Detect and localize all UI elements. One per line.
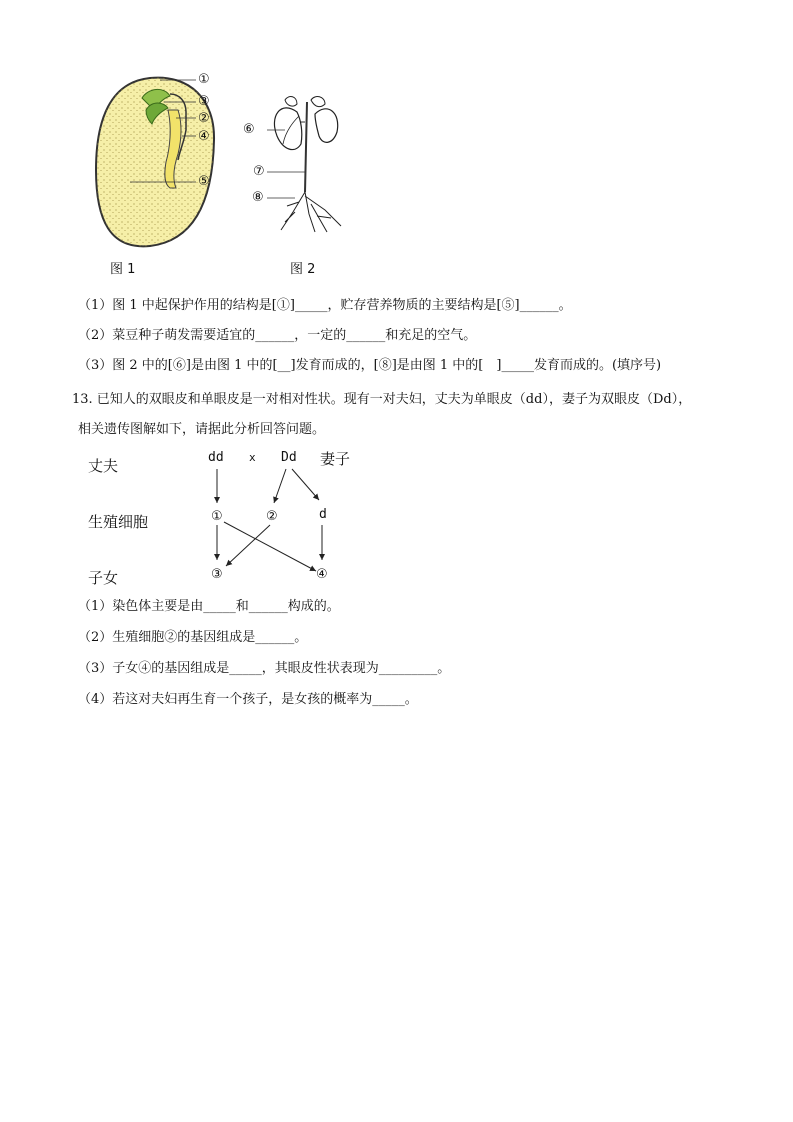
figure-2-caption: 图 2	[290, 262, 316, 277]
q13-sub3: （3）子女④的基因组成是_____，其眼皮性状表现为_________。	[78, 661, 451, 676]
seedling-marker-6: ⑥	[243, 122, 255, 137]
seed-marker-1: ①	[198, 72, 210, 87]
cross-symbol: x	[249, 451, 256, 464]
arrow-wife-to-gamete3	[292, 469, 319, 500]
q12-sub2: （2）菜豆种子萌发需要适宜的______，一定的______和充足的空气。	[78, 328, 477, 343]
seedling-marker-7: ⑦	[253, 164, 265, 179]
husband-genotype: dd	[208, 450, 224, 465]
seedling-marker-8: ⑧	[252, 190, 264, 205]
arrow-gamete2-to-child3	[226, 525, 270, 566]
row-label-gamete: 生殖细胞	[88, 513, 149, 531]
q13-stem-line2: 相关遗传图解如下，请据此分析回答问题。	[78, 422, 326, 437]
q12-sub3: （3）图 2 中的[⑥]是由图 1 中的[__]发育而成的，[⑧]是由图 1 中的[ ]_____发育而成的。(填序号)	[78, 358, 662, 373]
row-label-child: 子女	[88, 569, 119, 587]
figure-1-caption: 图 1	[110, 262, 136, 277]
q13-sub1: （1）染色体主要是由_____和______构成的。	[78, 599, 340, 614]
arrow-wife-to-gamete2	[274, 469, 286, 503]
wife-label: 妻子	[320, 450, 351, 468]
wife-genotype: Dd	[281, 450, 297, 465]
gamete-2: ②	[266, 509, 278, 524]
seed-marker-4: ④	[198, 129, 210, 144]
seed-marker-5: ⑤	[198, 174, 210, 189]
seed-marker-2: ②	[198, 111, 210, 126]
gamete-3: d	[319, 507, 327, 522]
q13-sub4: （4）若这对夫妇再生育一个孩子，是女孩的概率为_____。	[78, 692, 418, 707]
seed-marker-3: ③	[198, 94, 210, 109]
gamete-1: ①	[211, 509, 223, 524]
child-3: ③	[211, 567, 223, 582]
q13-stem-line1: 13. 已知人的双眼皮和单眼皮是一对相对性状。现有一对夫妇，丈夫为单眼皮（dd），妻子为双眼皮（Dd），	[72, 392, 692, 407]
arrow-gamete1-to-child4	[224, 522, 316, 571]
q12-sub1: （1）图 1 中起保护作用的结构是[①]_____，贮存营养物质的主要结构是[⑤]______。	[78, 298, 572, 313]
row-label-husband: 丈夫	[88, 457, 119, 475]
child-4: ④	[316, 567, 328, 582]
q13-sub2: （2）生殖细胞②的基因组成是______。	[78, 630, 308, 645]
